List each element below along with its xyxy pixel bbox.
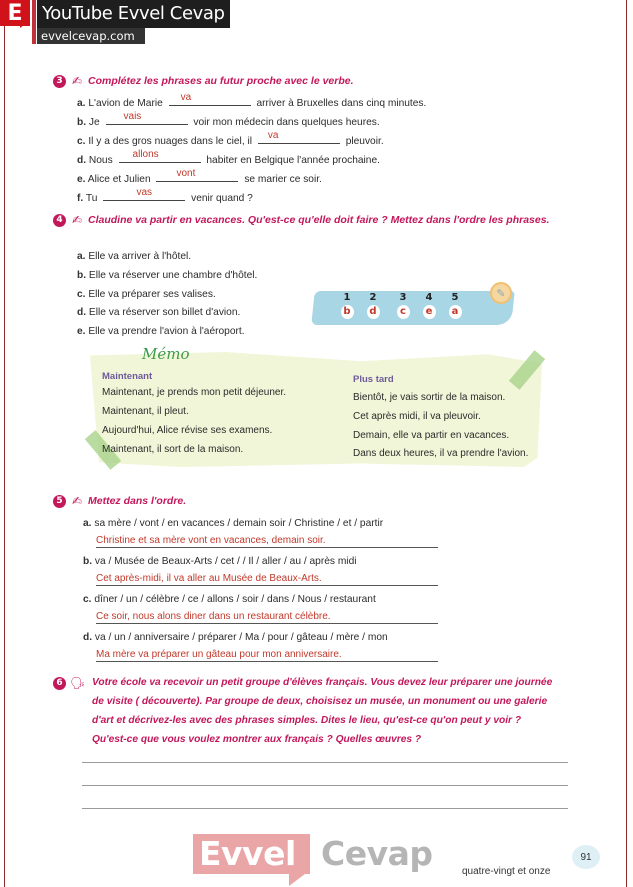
exercise-3-item [77,130,384,147]
answer-line[interactable]: Christine et sa mère vont en vacances, demain soir. [96,535,438,548]
answer-text: va [267,130,279,141]
page-border-left [4,0,5,887]
pencil-icon: ✍ [71,494,83,508]
item-words: va / Musée de Beaux-Arts / cet / / Il / aller / au / après midi [94,556,357,567]
exercise-4-item [77,270,257,281]
order-letter: b [341,305,354,319]
answer-text: vas [136,187,153,198]
memo-right-line: Bientôt, je vais sortir de la maison. [353,392,506,403]
memo-right-line: Cet après midi, il va pleuvoir. [353,411,481,422]
pencil-icon: ✍ [71,74,83,88]
item-label: c. [77,289,86,300]
order-slot[interactable] [447,292,463,319]
item-label: a. [77,98,86,109]
item-text: Elle va arriver à l'hôtel. [88,251,192,262]
order-position: 5 [451,292,459,303]
brand-divider [32,0,36,44]
writing-line[interactable] [82,762,568,763]
memo-left-heading: Maintenant [102,371,153,382]
exercise-5-words [83,594,376,605]
brand-title: YouTube Evvel Cevap [37,0,230,28]
answer-blank[interactable] [106,111,188,125]
exercise-4-item [77,326,245,337]
item-label: e. [77,174,86,185]
exercise-6-text-line: d'art et décrivez-les avec des phrases simples. Dites le lieu, qu'est-ce qu'on peut y voir ? [92,715,522,726]
exercise-5-words [83,632,388,643]
exercise-instruction: Mettez dans l'ordre. [88,495,187,507]
answer-blank[interactable] [119,149,201,163]
exercise-6-text-line: Votre école va recevoir un petit groupe d'élèves français. Vous devez leur préparer une journée [92,677,553,688]
answer-blank[interactable] [169,92,251,106]
answer-text: vont [176,168,196,179]
order-letter: e [423,305,436,319]
item-text-before: L'avion de Marie [88,98,163,109]
item-label: a. [77,251,86,262]
pen-badge-icon: ✎ [490,282,512,304]
exercise-5-header [53,494,186,508]
order-position: 3 [399,292,407,303]
answer-blank[interactable] [103,187,185,201]
order-letter: d [367,305,380,319]
item-text-after: se marier ce soir. [244,174,322,185]
brand-url[interactable]: evvelcevap.com [37,28,145,44]
order-letter: c [397,305,410,319]
item-label: d. [77,307,87,318]
memo-title: Mémo [142,345,190,363]
pencil-icon: ✍ [71,213,83,227]
answer-blank[interactable] [258,130,340,144]
answer-line[interactable]: Cet après-midi, il va aller au Musée de Beaux-Arts. [96,573,438,586]
exercise-instruction: Claudine va partir en vacances. Qu'est-ce qu'elle doit faire ? Mettez dans l'ordre les phrases. [88,214,550,226]
item-label: a. [83,518,92,529]
exercise-6-header [53,676,86,690]
order-slot[interactable] [421,292,437,319]
exercise-instruction: Complétez les phrases au futur proche avec le verbe. [88,75,354,87]
exercise-5-words [83,556,357,567]
memo-right-line: Dans deux heures, il va prendre l'avion. [353,448,529,459]
item-text-after: habiter en Belgique l'année prochaine. [206,155,380,166]
item-text: Elle va réserver son billet d'avion. [88,307,241,318]
exercise-6-text-line: de visite ( découverte). Par groupe de deux, choisisez un musée, un monument ou une galerie [92,696,548,707]
order-slot[interactable] [365,292,381,319]
exercise-number-badge: 5 [53,495,66,508]
exercise-4-item [77,307,240,318]
order-position: 2 [369,292,377,303]
exercise-number-badge: 6 [53,677,66,690]
answer-text: vais [123,111,142,122]
item-text-before: Il y a des gros nuages dans le ciel, il [88,136,253,147]
exercise-3-item [77,111,380,128]
item-label: b. [77,270,87,281]
order-position: 1 [343,292,351,303]
item-text: Elle va prendre l'avion à l'aéroport. [88,326,245,337]
exercise-4-item [77,251,191,262]
item-text-before: Alice et Julien [87,174,151,185]
item-label: b. [83,556,93,567]
exercise-3-item [77,92,427,109]
item-words: dîner / un / célèbre / ce / allons / soir / dans / Nous / restaurant [94,594,376,605]
exercise-6-text-line: Qu'est-ce que vous voulez montrer aux français ? Quelles œuvres ? [92,734,422,745]
exercise-3-item [77,187,253,204]
exercise-3-item [77,168,322,185]
exercise-4-header [53,213,549,227]
brand-logo-icon: E [0,0,30,26]
item-text-after: voir mon médecin dans quelques heures. [193,117,380,128]
speaking-head-icon: 🗣 [70,676,86,690]
writing-line[interactable] [82,785,568,786]
page-border-right [626,0,627,887]
exercise-4-item [77,289,216,300]
item-text-after: arriver à Bruxelles dans cinq minutes. [256,98,427,109]
memo-left-line: Aujourd'hui, Alice révise ses examens. [102,425,273,436]
item-text-before: Je [88,117,100,128]
footer-logo-cevap: Cevap [321,834,433,873]
memo-right-line: Demain, elle va partir en vacances. [353,430,510,441]
footer-logo-evvel: Evvel [193,834,310,874]
order-position: 4 [425,292,433,303]
item-label: c. [83,594,92,605]
exercise-number-badge: 3 [53,75,66,88]
page-number-badge: 91 [572,845,600,869]
memo-left-line: Maintenant, il sort de la maison. [102,444,244,455]
answer-blank[interactable] [156,168,238,182]
item-label: b. [77,117,87,128]
exercise-number-badge: 4 [53,214,66,227]
item-text: Elle va réserver une chambre d'hôtel. [88,270,258,281]
item-text: Elle va préparer ses valises. [88,289,216,300]
item-label: d. [83,632,93,643]
writing-line[interactable] [82,808,568,809]
order-slot[interactable] [395,292,411,319]
item-words: va / un / anniversaire / préparer / Ma / pour / gâteau / mère / mon [94,632,388,643]
exercise-3-header [53,74,354,88]
item-label: d. [77,155,87,166]
memo-left-line: Maintenant, je prends mon petit déjeuner. [102,387,287,398]
item-label: f. [77,193,84,204]
order-letter: a [449,305,462,319]
answer-line[interactable]: Ce soir, nous alons diner dans un restaurant célèbre. [96,611,438,624]
item-text-after: pleuvoir. [345,136,384,147]
item-label: e. [77,326,86,337]
item-text-before: Tu [85,193,98,204]
exercise-3-item [77,149,380,166]
order-slot[interactable] [339,292,355,319]
answer-line[interactable]: Ma mère va préparer un gâteau pour mon anniversaire. [96,649,438,662]
item-words: sa mère / vont / en vacances / demain soir / Christine / et / partir [94,518,384,529]
answer-text: allons [132,149,159,160]
exercise-5-words [83,518,383,529]
memo-right-heading: Plus tard [353,374,394,385]
page-number-words: quatre-vingt et onze [462,866,551,877]
item-text-after: venir quand ? [191,193,253,204]
item-label: c. [77,136,86,147]
answer-text: va [180,92,192,103]
memo-left-line: Maintenant, il pleut. [102,406,189,417]
item-text-before: Nous [88,155,113,166]
